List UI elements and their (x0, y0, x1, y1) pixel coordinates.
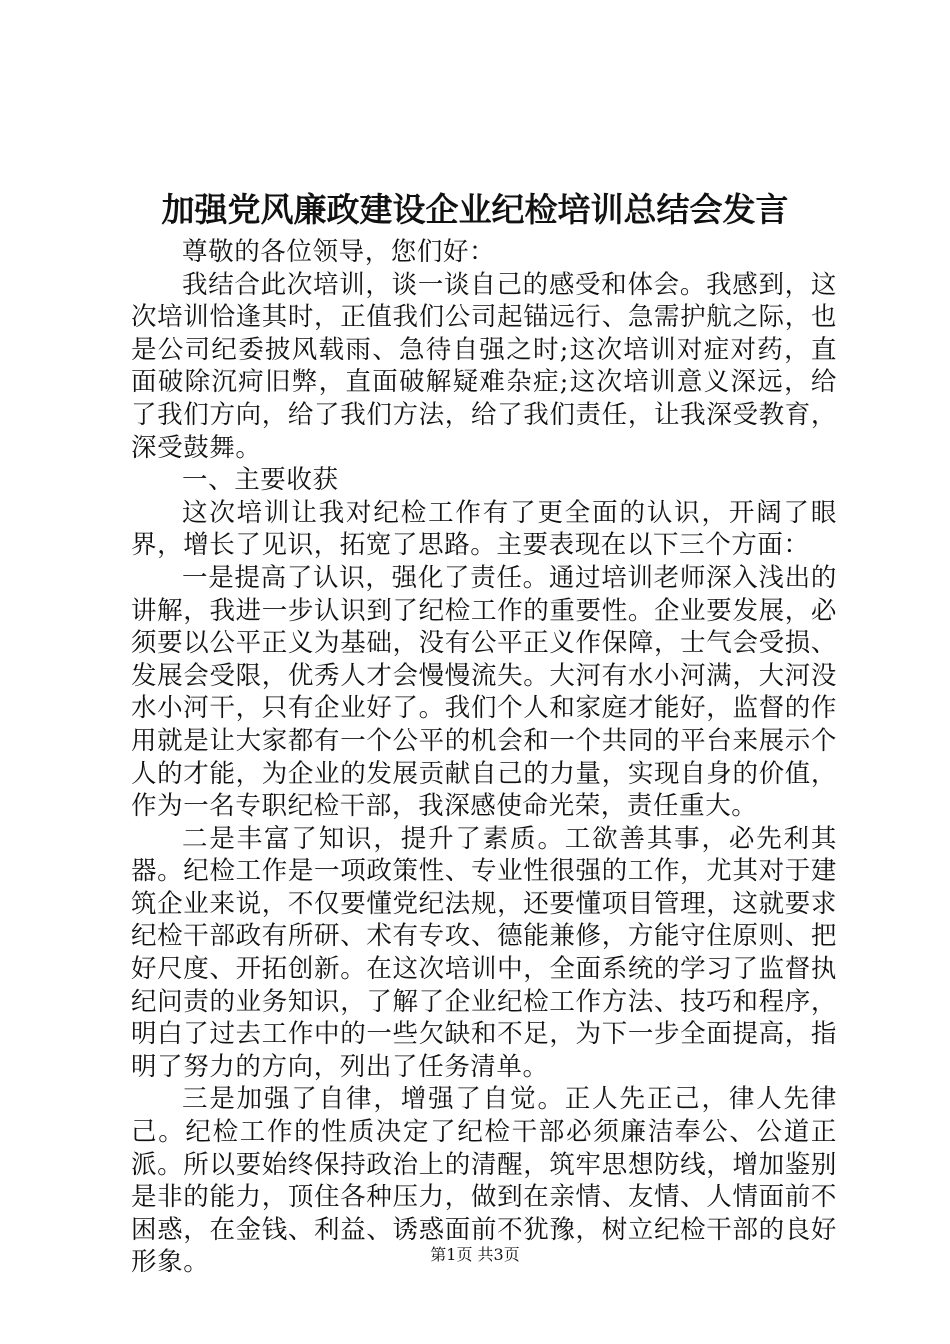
point-two-paragraph: 二是丰富了知识，提升了素质。工欲善其事，必先利其器。纪检工作是一项政策性、专业性很强的工作，尤其对于建筑企业来说，不仅要懂党纪法规，还要懂项目管理，这就要求纪检干部政有所研、术有专攻、德能兼修，方能守住原则、把好尺度、开拓创新。在这次培训中，全面系统的学习了监督执纪问责的业务知识，了解了企业纪检工作方法、技巧和程序，明白了过去工作中的一些欠缺和不足，为下一步全面提高，指明了努力的方向，列出了任务清单。 (131, 823, 837, 1082)
greeting-paragraph: 尊敬的各位领导，您们好： (182, 237, 496, 267)
document-title: 加强党风廉政建设企业纪检培训总结会发言 (161, 190, 789, 229)
point-one-paragraph: 一是提高了认识，强化了责任。通过培训老师深入浅出的讲解，我进一步认识到了纪检工作的重要性。企业要发展，必须要以公平正义为基础，没有公平正义作保障，士气会受损、发展会受限，优秀人才会慢慢流失。大河有水小河满，大河没水小河干，只有企业好了。我们个人和家庭才能好，监督的作用就是让大家都有一个公平的机会和一个共同的平台来展示个人的才能，为企业的发展贡献自己的力量，实现自身的价值，作为一名专职纪检干部，我深感使命光荣，责任重大。 (131, 562, 837, 822)
page-number-footer: 第1页 共3页 (430, 1245, 520, 1264)
intro-paragraph: 我结合此次培训，谈一谈自己的感受和体会。我感到，这次培训恰逢其时，正值我们公司起锚远行、急需护航之际，也是公司纪委披风载雨、急待自强之时;这次培训对症对药，直面破除沉疴旧弊，直面破解疑难杂症;这次培训意义深远，给了我们方向，给了我们方法，给了我们责任，让我深受教育，深受鼓舞。 (131, 269, 837, 463)
point-three-paragraph: 三是加强了自律，增强了自觉。正人先正己，律人先律己。纪检工作的性质决定了纪检干部必须廉洁奉公、公道正派。所以要始终保持政治上的清醒，筑牢思想防线，增加鉴别是非的能力，顶住各种压力，做到在亲情、友情、人情面前不困惑，在金钱、利益、诱惑面前不犹豫，树立纪检干部的良好形象。 (131, 1084, 837, 1278)
section-heading: 一、主要收获 (182, 465, 339, 496)
overview-paragraph: 这次培训让我对纪检工作有了更全面的认识，开阔了眼界，增长了见识，拓宽了思路。主要表现在以下三个方面： (131, 497, 837, 561)
document-body (131, 236, 837, 1279)
